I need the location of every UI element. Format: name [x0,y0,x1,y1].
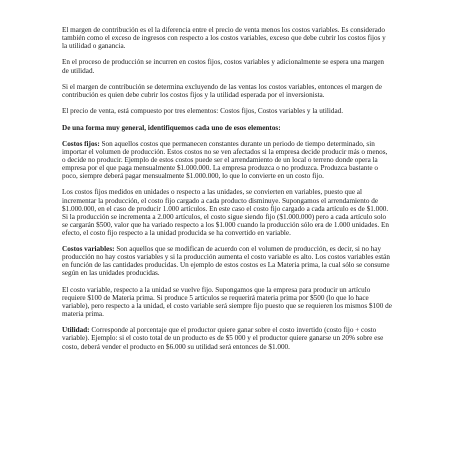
paragraph-text: El costo variable, respecto a la unidad se vuelve fijo. Supongamos que la empresa para producir un artículo requiere $100 de Materia prima. Si produce 5 artículos se requerirá materia prima por $500 (lo que lo hace variable), pero respecto a la unidad, el costo variable será siempre fijo puesto que se requieren los mismos $100 de materia prima. [62,285,392,319]
paragraph-text: Son aquellos que se modifican de acuerdo con el volumen de producción, es decir, si no hay producción no hay costos variables y si la producción aumenta el costo variable es alto. Los costos variables están en función de las cantidades producidas. Un ejemplo de estos costos es La Materia prima, la cual sólo se consume según en las unidades producidas. [62,245,390,278]
term-label: Costos fijos: [62,139,100,148]
document-page [62,26,392,359]
paragraph-costos-variables [62,245,392,277]
section-heading [62,124,392,132]
term-label: Utilidad: [62,326,90,335]
paragraph-text: El margen de contribución es el la diferencia entre el precio de venta menos los costos variables. Es considerado también como el exceso de ingresos con respecto a los costos variables, exceso que debe cubrir los costos fijos y la utilidad o ganancia. [62,26,386,51]
paragraph-text: En el proceso de producción se incurren en costos fijos, costos variables y adicionalmente se espera una margen de utilidad. [62,58,384,75]
paragraph-costo-variable-unidad [62,286,392,318]
term-label: Costos variables: [62,245,115,254]
paragraph-utilidad [62,326,392,350]
paragraph-text: Corresponde al porcentaje que el productor quiere ganar sobre el costo invertido (costo fijo + costo variable). Ejemplo: si el costo total de un producto es de $5 000 y el productor quiere ganarse un 20% sobre ese costo, deberá vender el producto en $6.000 su utilidad será entonces de $1.000. [62,326,384,351]
paragraph-text: El precio de venta, está compuesto por tres elementos: Costos fijos, Costos variables y la utilidad. [62,107,344,116]
paragraph-text: Si el margen de contribución se determina excluyendo de las ventas los costos variables, entonces el margen de contribución es quien debe cubrir los costos fijos y la utilidad esperada por el inversionista. [62,82,382,99]
paragraph-margen-definicion [62,26,392,50]
paragraph-precio-venta [62,107,392,115]
heading-text: De una forma muy general, identifiquemos cada uno de esos elementos: [62,123,281,132]
paragraph-proceso-produccion [62,58,392,74]
paragraph-costos-fijos-unidades [62,188,392,237]
paragraph-margen-cubre [62,83,392,99]
paragraph-text: Los costos fijos medidos en unidades o respecto a las unidades, se convierten en variables, puesto que al incrementar la producción, el costo fijo cargado a cada producto disminuye. Supongamos el arrendamiento de $1.000.000, en el caso de producir 1.000 artículos. En este caso el costo fijo cargado a cada artículo es de $1.000. Si la producción se incrementa a 2.000 artículos, el costo sigue siendo fijo ($1.000.000) pero a cada artículo solo se cargarán $500, valor que ha variado respecto a los $1.000 cuando la producción sólo era de 1.000 unidades. En efecto, el costo fijo respecto a la unidad producida se ha convertido en variable. [62,188,389,237]
paragraph-text: Son aquellos costos que permanecen constantes durante un periodo de tiempo determinado, sin importar el volumen de producción. Estos costos no se ven afectados si la empresa decide producir más o menos, o decide no producir. Ejemplo de estos costos puede ser el arrendamiento de un local o terreno donde opera la empresa por el que paga mensualmente $1.000.000. La empresa produzca o no produzca. Produzca bastante o poco, siempre deberá pagar mensualmente $1.000.000, lo que lo convierte en un costo fijo. [62,139,388,181]
paragraph-costos-fijos [62,140,392,180]
